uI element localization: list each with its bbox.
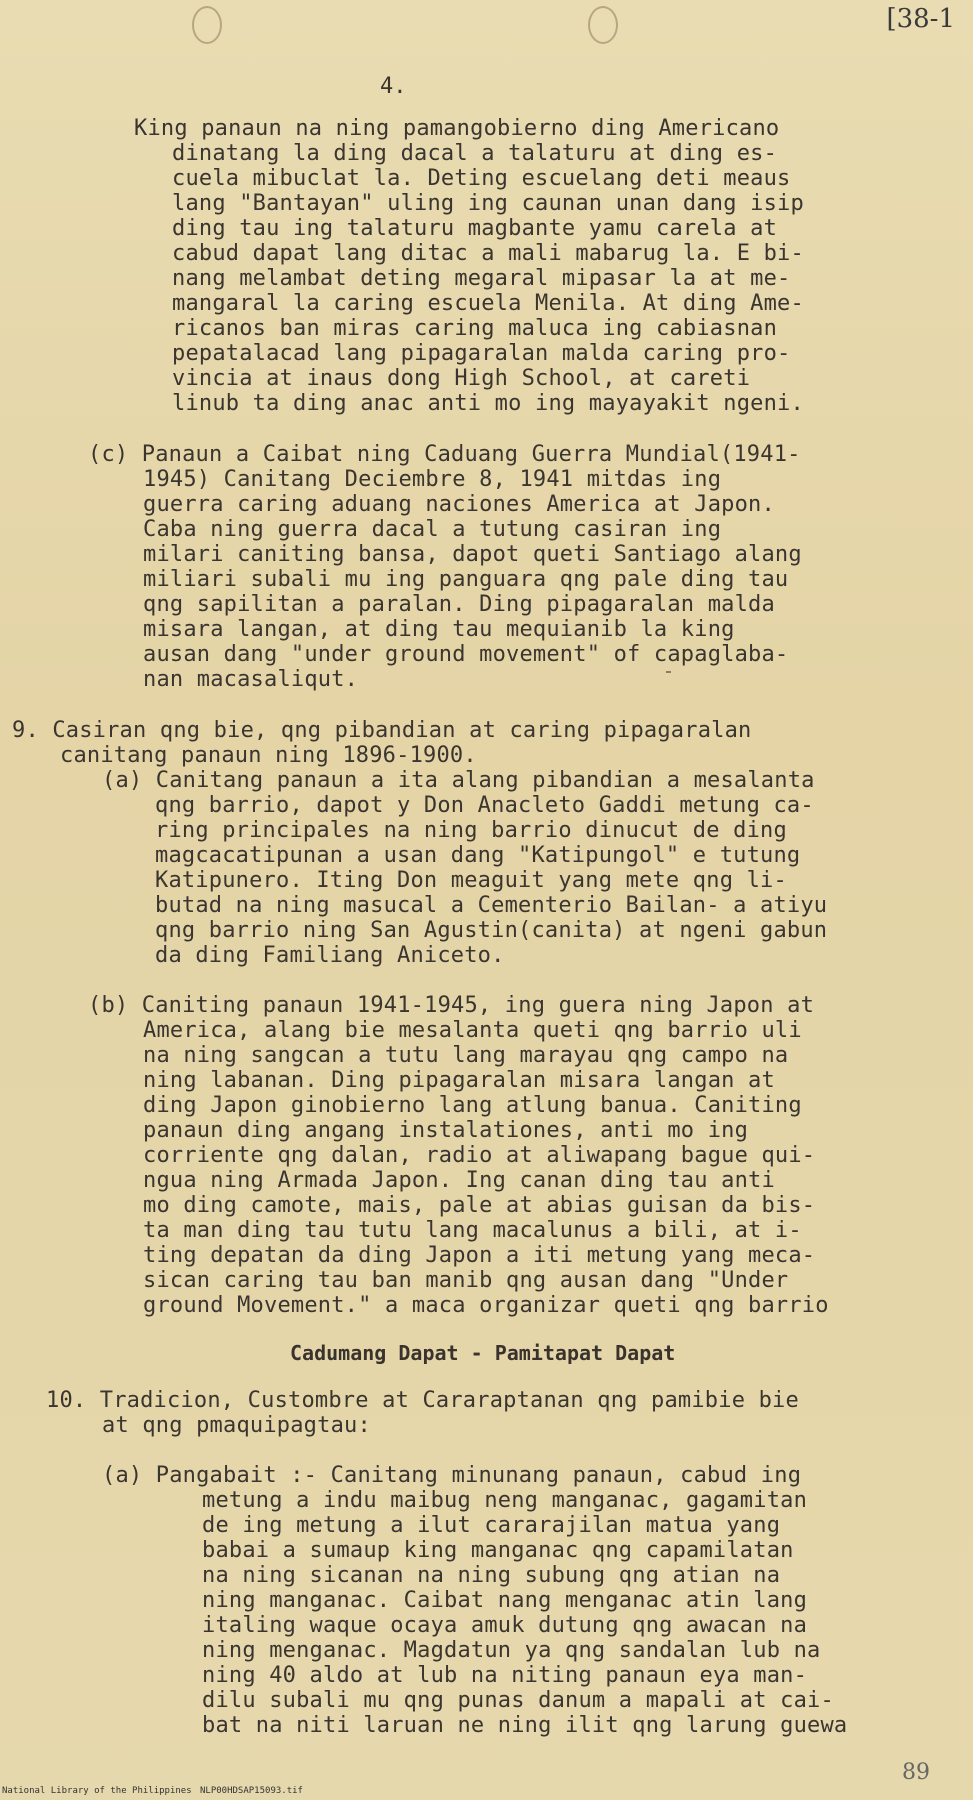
body-line: ding tau ing talaturu magbante yamu carela at xyxy=(172,216,778,241)
body-line: ning manganac. Caibat nang menganac atin lang xyxy=(202,1588,808,1613)
body-line: ground Movement." a maca organizar queti qng barrio xyxy=(143,1293,829,1318)
body-line: ta man ding tau tutu lang macalunus a bili, at i- xyxy=(143,1218,802,1243)
section-heading: Cadumang Dapat - Pamitapat Dapat xyxy=(290,1341,676,1365)
body-line: corriente qng dalan, radio at aliwapang bague qui- xyxy=(143,1143,816,1168)
body-line: 1945) Canitang Deciembre 8, 1941 mitdas ing xyxy=(143,467,722,492)
body-line: mo ding camote, mais, pale at abias guisan da bis- xyxy=(143,1193,816,1218)
body-line: sican caring tau ban manib qng ausan dang "Under xyxy=(143,1268,789,1293)
body-line: 10. Tradicion, Custombre at Cararaptanan qng pamibie bie xyxy=(46,1388,799,1413)
catalog-mark: [38-1 xyxy=(886,4,955,34)
body-line: guerra caring aduang naciones America at Japon. xyxy=(143,492,775,517)
body-line: lang "Bantayan" uling ing caunan unan dang isip xyxy=(172,191,804,216)
body-line: de ing metung a ilut cararajilan matua yang xyxy=(202,1513,781,1538)
body-line: ting depatan da ding Japon a iti metung yang meca- xyxy=(143,1243,816,1268)
body-line: Katipunero. Iting Don meaguit yang mete qng li- xyxy=(155,868,787,893)
body-line: qng barrio ning San Agustin(canita) at ngeni gabun xyxy=(155,918,828,943)
body-line: qng barrio, dapot y Don Anacleto Gaddi metung ca- xyxy=(155,793,814,818)
sheet-number: 89 xyxy=(902,1760,930,1785)
body-line: metung a indu maibug neng manganac, gagamitan xyxy=(202,1488,808,1513)
body-line: (b) Caniting panaun 1941-1945, ing guera ning Japon at xyxy=(88,993,815,1018)
body-line: na ning sangcan a tutu lang marayau qng campo na xyxy=(143,1043,789,1068)
footer-library: National Library of the Philippines xyxy=(2,1786,192,1796)
body-line: mangaral la caring escuela Menila. At ding Ame- xyxy=(172,291,804,316)
body-line: dinatang la ding dacal a talaturu at ding es- xyxy=(172,141,778,166)
body-line: magcacatipunan a usan dang "Katipungol" e tutung xyxy=(155,843,801,868)
body-line: (a) Canitang panaun a ita alang pibandian a mesalanta xyxy=(102,768,815,793)
body-line: misara langan, at ding tau mequianib la king xyxy=(143,617,735,642)
body-line: 9. Casiran qng bie, qng pibandian at caring pipagaralan xyxy=(12,718,752,743)
body-line: King panaun na ning pamangobierno ding Americano xyxy=(134,116,780,141)
body-line: ring principales na ning barrio dinucut de ding xyxy=(155,818,787,843)
body-line: panaun ding angang instalationes, anti mo ing xyxy=(143,1118,749,1143)
punch-hole xyxy=(588,6,618,44)
body-line: butad na ning masucal a Cementerio Bailan- a atiyu xyxy=(155,893,828,918)
stray-mark xyxy=(666,671,671,673)
body-line: bat na niti laruan ne ning ilit qng larung guewa xyxy=(202,1713,848,1738)
body-line: pepatalacad lang pipagaralan malda caring pro- xyxy=(172,341,791,366)
body-line: ngua ning Armada Japon. Ing canan ding tau anti xyxy=(143,1168,775,1193)
body-line: ning menganac. Magdatun ya qng sandalan lub na xyxy=(202,1638,821,1663)
body-line: America, alang bie mesalanta queti qng barrio uli xyxy=(143,1018,802,1043)
body-line: ning labanan. Ding pipagaralan misara langan at xyxy=(143,1068,775,1093)
body-line: ning 40 aldo at lub na niting panaun eya man- xyxy=(202,1663,808,1688)
body-line: cuela mibuclat la. Deting escuelang deti meaus xyxy=(172,166,791,191)
body-line: linub ta ding anac anti mo ing mayayakit ngeni. xyxy=(172,391,804,416)
body-line: ausan dang "under ground movement" of capaglaba- xyxy=(143,642,789,667)
body-line: ding Japon ginobierno lang atlung banua. Caniting xyxy=(143,1093,802,1118)
body-line: babai a sumaup king manganac qng capamilatan xyxy=(202,1538,794,1563)
body-line: (c) Panaun a Caibat ning Caduang Guerra Mundial(1941- xyxy=(88,442,801,467)
punch-hole xyxy=(192,6,222,44)
page-number: 4. xyxy=(380,74,407,99)
body-line: ricanos ban miras caring maluca ing cabiasnan xyxy=(172,316,778,341)
body-line: dilu subali mu qng punas danum a mapali at cai- xyxy=(202,1688,834,1713)
body-line: da ding Familiang Aniceto. xyxy=(155,943,505,968)
body-line: cabud dapat lang ditac a mali mabarug la. E bi- xyxy=(172,241,804,266)
body-line: vincia at inaus dong High School, at careti xyxy=(172,366,751,391)
body-line: italing waque ocaya amuk dutung qng awacan na xyxy=(202,1613,808,1638)
footer-filename: NLP00HDSAP15093.tif xyxy=(200,1786,303,1796)
body-line: nan macasaliqut. xyxy=(143,667,359,692)
body-line: milari caniting bansa, dapot queti Santiago alang xyxy=(143,542,802,567)
body-line: canitang panaun ning 1896-1900. xyxy=(60,743,477,768)
body-line: at qng pmaquipagtau: xyxy=(102,1413,371,1438)
body-line: nang melambat deting megaral mipasar la at me- xyxy=(172,266,791,291)
body-line: Caba ning guerra dacal a tutung casiran ing xyxy=(143,517,722,542)
body-line: qng sapilitan a paralan. Ding pipagaralan malda xyxy=(143,592,775,617)
body-line: miliari subali mu ing panguara qng pale ding tau xyxy=(143,567,789,592)
body-line: na ning sicanan na ning subung qng atian na xyxy=(202,1563,781,1588)
body-line: (a) Pangabait :- Canitang minunang panaun, cabud ing xyxy=(102,1463,802,1488)
